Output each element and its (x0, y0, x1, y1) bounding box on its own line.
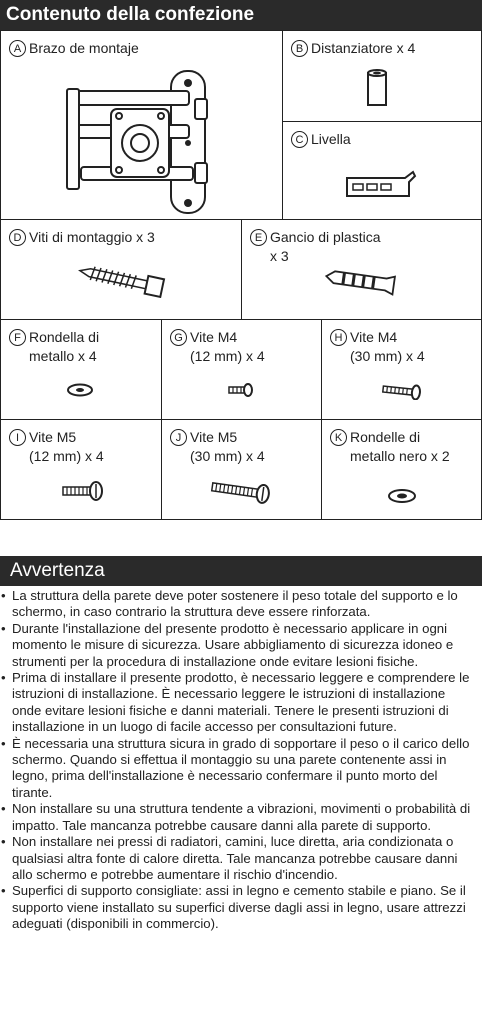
item-label: Livella (311, 131, 351, 147)
item-label: Gancio di plastica x 3 (270, 229, 381, 264)
item-badge: A (9, 40, 26, 57)
item-badge: G (170, 329, 187, 346)
plastic-anchor-icon (322, 266, 400, 296)
warning-list (0, 588, 480, 933)
screw-m4-30-icon (380, 382, 424, 400)
item-badge: C (291, 131, 308, 148)
item-a-cell (0, 30, 283, 220)
item-badge: K (330, 429, 347, 446)
screw-m5-30-icon (210, 478, 274, 504)
item-badge: F (9, 329, 26, 346)
item-label: Rondelle di metallo nero x 2 (350, 429, 450, 464)
warning-title: Avvertenza (0, 556, 482, 586)
item-label: Vite M5 (12 mm) x 4 (29, 429, 104, 464)
item-i-cell (0, 419, 162, 520)
item-label: Viti di montaggio x 3 (29, 229, 155, 245)
warning-item: • La struttura della parete deve poter sostenere il peso totale del supporto e lo schermo, in caso contrario la struttura deve essere rinforzata. (0, 588, 480, 621)
warning-item: • Prima di installare il presente prodotto, è necessario leggere e comprendere le istruzioni di installazione. È necessario leggere le istruzioni di installazione onde evitare lesioni fisiche e danni materiali. Tenere le presenti istruzioni di installazione in un luogo di facile accesso per consultazioni future. (0, 670, 480, 736)
mounting-screw-icon (77, 262, 171, 298)
item-badge: I (9, 429, 26, 446)
item-badge: J (170, 429, 187, 446)
item-c-cell (282, 121, 482, 221)
item-h-cell (321, 319, 482, 420)
item-label: Vite M5 (30 mm) x 4 (190, 429, 265, 464)
item-b-cell (282, 30, 482, 122)
warning-item: • Durante l'installazione del presente prodotto è necessario applicare in ogni momento le misure di sicurezza. Usare abbigliamento di sicurezza idoneo e strumenti per la procedura di installazione onde evitare lesioni fisiche. (0, 621, 480, 670)
item-f-cell (0, 319, 162, 420)
item-badge: E (250, 229, 267, 246)
item-badge: B (291, 40, 308, 57)
item-label: Vite M4 (12 mm) x 4 (190, 329, 265, 364)
item-k-cell (321, 419, 482, 520)
item-j-cell (161, 419, 322, 520)
black-washer-icon (386, 488, 418, 504)
screw-m5-12-icon (61, 480, 105, 502)
warning-item: • Superfici di supporto consigliate: assi in legno e cemento stabile e piano. Se il supporto viene installato su superfici diverse dagli assi in legno, usare attrezzi adeguati (disponibili in commercio). (0, 883, 480, 932)
contents-title: Contenuto della confezione (0, 0, 482, 30)
contents-grid (0, 30, 482, 520)
item-badge: H (330, 329, 347, 346)
item-g-cell (161, 319, 322, 420)
item-label: Vite M4 (30 mm) x 4 (350, 329, 425, 364)
item-label: Rondella di metallo x 4 (29, 329, 100, 364)
item-d-cell (0, 219, 242, 320)
warning-item: • Non installare su una struttura tendente a vibrazioni, movimenti o probabilità di impatto. Tale mancanza potrebbe causare danni alla parete di supporto. (0, 801, 480, 834)
item-badge: D (9, 229, 26, 246)
item-e-cell (241, 219, 482, 320)
metal-washer-icon (65, 382, 95, 398)
item-label: Distanziatore x 4 (311, 40, 416, 56)
screw-m4-12-icon (226, 382, 256, 398)
mounting-arm-icon (61, 69, 221, 219)
spacer-icon (365, 69, 389, 109)
warning-item: • Non installare nei pressi di radiatori, camini, luce diretta, aria condizionata o qualsiasi altra fonte di calore diretta. Tale mancanza potrebbe causare danni allo schermo e potrebbe aumentare il rischio d'incendio. (0, 834, 480, 883)
level-icon (343, 170, 419, 202)
item-label: Brazo de montaje (29, 40, 139, 56)
warning-item: • È necessaria una struttura sicura in grado di sopportare il peso o il carico dello schermo. Quando si effettua il montaggio su una parete contenente assi in legno, prima dell'installazione è necessario confermare il punto morto del tirante. (0, 736, 480, 802)
